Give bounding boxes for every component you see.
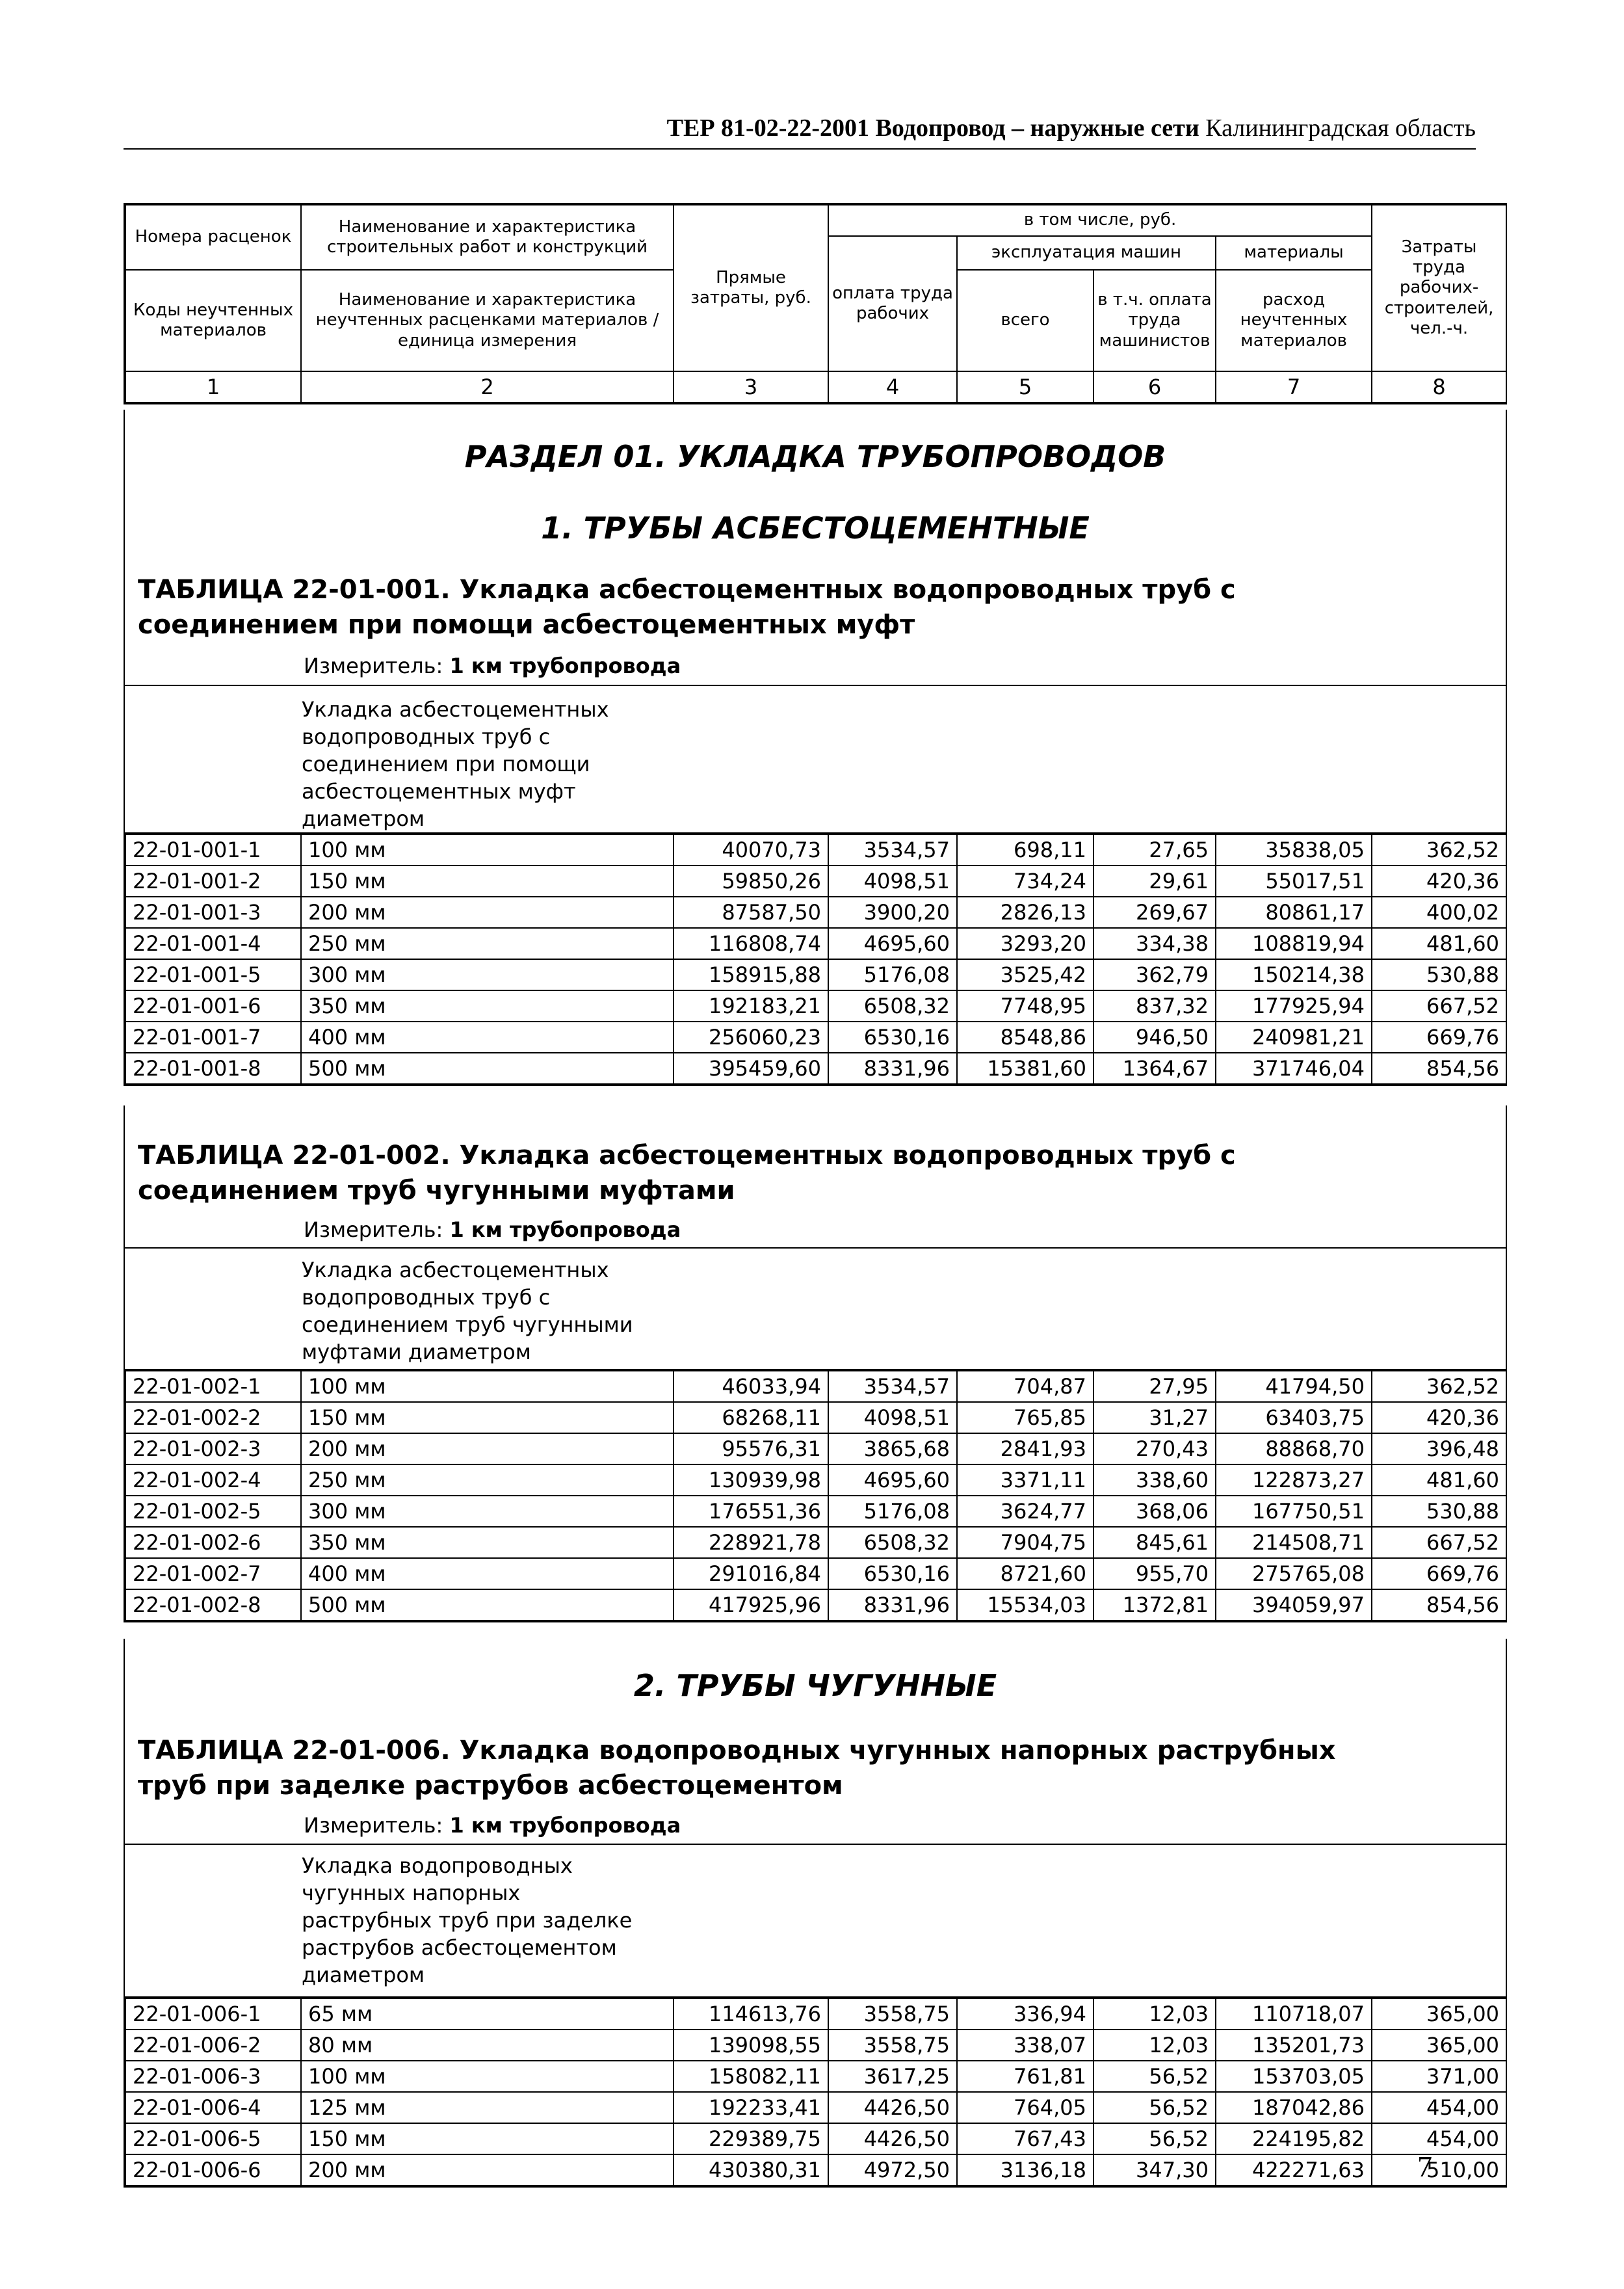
value-cell: 764,05 [957,2092,1094,2123]
col2-top-header: Наименование и характеристика строительных работ и конструкций [301,205,674,270]
value-cell: 4098,51 [828,1402,957,1433]
rate-code-cell: 22-01-002-4 [125,1464,301,1496]
value-cell: 167750,51 [1216,1496,1372,1527]
value-cell: 5176,08 [828,959,957,990]
col-number: 3 [674,371,828,403]
value-cell: 481,60 [1372,1464,1506,1496]
value-cell: 228921,78 [674,1527,828,1558]
table-row [125,1558,1506,1589]
value-cell: 4695,60 [828,928,957,959]
col1-bottom-header: Коды неучтенных материалов [125,270,301,371]
table-row [125,2123,1506,2154]
meter-unit: 1 км трубопровода [449,654,681,678]
table-row [125,1053,1506,1084]
value-cell: 669,76 [1372,1558,1506,1589]
value-cell: 35838,05 [1216,834,1372,866]
value-cell: 362,52 [1372,1371,1506,1402]
value-cell: 40070,73 [674,834,828,866]
value-cell: 420,36 [1372,1402,1506,1433]
value-cell: 88868,70 [1216,1433,1372,1464]
divider [125,1247,1506,1249]
diameter-cell: 400 мм [301,1022,674,1053]
materials-header: материалы [1216,236,1372,270]
value-cell: 27,95 [1094,1371,1216,1402]
value-cell: 8721,60 [957,1558,1094,1589]
value-cell: 3136,18 [957,2154,1094,2186]
table-row [125,2092,1506,2123]
value-cell: 3624,77 [957,1496,1094,1527]
value-cell: 114613,76 [674,1998,828,2030]
diameter-cell: 300 мм [301,1496,674,1527]
rate-code-cell: 22-01-002-2 [125,1402,301,1433]
table-title-line2: соединением труб чугунными муфтами [138,1176,735,1206]
value-cell: 12,03 [1094,1998,1216,2030]
value-cell: 192183,21 [674,990,828,1022]
value-cell: 481,60 [1372,928,1506,959]
value-cell: 669,76 [1372,1022,1506,1053]
col5-header: всего [957,270,1094,371]
value-cell: 422271,63 [1216,2154,1372,2186]
diameter-cell: 80 мм [301,2030,674,2061]
value-cell: 2841,93 [957,1433,1094,1464]
value-cell: 224195,82 [1216,2123,1372,2154]
table-title-line1: ТАБЛИЦА 22-01-001. Укладка асбестоцементных водопроводных труб с [138,575,1236,605]
table-row [125,897,1506,928]
table-title-line1: ТАБЛИЦА 22-01-002. Укладка асбестоцементных водопроводных труб с [138,1141,1236,1171]
value-cell: 4426,50 [828,2123,957,2154]
value-cell: 334,38 [1094,928,1216,959]
table-002-block [124,1105,1507,1385]
divider [125,1844,1506,1845]
diameter-cell: 350 мм [301,990,674,1022]
col3-header: Прямые затраты, руб. [674,205,828,371]
value-cell: 946,50 [1094,1022,1216,1053]
header-rule [124,148,1476,150]
value-cell: 269,67 [1094,897,1216,928]
diameter-cell: 250 мм [301,1464,674,1496]
value-cell: 7748,95 [957,990,1094,1022]
header-code: ТЕР 81-02-22-2001 [666,114,870,142]
value-cell: 530,88 [1372,1496,1506,1527]
value-cell: 3865,68 [828,1433,957,1464]
col-number: 6 [1094,371,1216,403]
value-cell: 46033,94 [674,1371,828,1402]
value-cell: 55017,51 [1216,866,1372,897]
rate-code-cell: 22-01-001-8 [125,1053,301,1084]
diameter-cell: 125 мм [301,2092,674,2123]
value-cell: 110718,07 [1216,1998,1372,2030]
value-cell: 150214,38 [1216,959,1372,990]
table-row [125,1402,1506,1433]
col-number: 4 [828,371,957,403]
value-cell: 2826,13 [957,897,1094,928]
value-cell: 530,88 [1372,959,1506,990]
col-number: 2 [301,371,674,403]
col7-header: расход неучтенных материалов [1216,270,1372,371]
table-row [125,2154,1506,2186]
value-cell: 158915,88 [674,959,828,990]
diameter-cell: 200 мм [301,2154,674,2186]
value-cell: 122873,27 [1216,1464,1372,1496]
col-number: 5 [957,371,1094,403]
rate-code-cell: 22-01-002-5 [125,1496,301,1527]
col-number: 7 [1216,371,1372,403]
value-cell: 362,79 [1094,959,1216,990]
table-title [138,1733,1490,1803]
table-title [138,572,1490,642]
rate-code-cell: 22-01-002-1 [125,1371,301,1402]
running-header [124,114,1476,142]
rate-code-cell: 22-01-006-3 [125,2061,301,2092]
diameter-cell: 350 мм [301,1527,674,1558]
value-cell: 6530,16 [828,1022,957,1053]
meter-unit: 1 км трубопровода [449,1217,681,1242]
diameter-cell: 200 мм [301,897,674,928]
value-cell: 56,52 [1094,2092,1216,2123]
table-006-block [124,1639,1507,2000]
value-cell: 275765,08 [1216,1558,1372,1589]
col1-top-header: Номера расценок [125,205,301,270]
rate-code-cell: 22-01-006-2 [125,2030,301,2061]
value-cell: 8331,96 [828,1053,957,1084]
col2-bottom-header: Наименование и характеристика неучтенных расценками материалов / единица измерения [301,270,674,371]
table-row [125,990,1506,1022]
value-cell: 395459,60 [674,1053,828,1084]
rate-code-cell: 22-01-001-5 [125,959,301,990]
table-row [125,928,1506,959]
value-cell: 365,00 [1372,2030,1506,2061]
value-cell: 1372,81 [1094,1589,1216,1621]
value-cell: 59850,26 [674,866,828,897]
value-cell: 3534,57 [828,1371,957,1402]
diameter-cell: 400 мм [301,1558,674,1589]
value-cell: 6508,32 [828,1527,957,1558]
value-cell: 158082,11 [674,2061,828,2092]
value-cell: 3293,20 [957,928,1094,959]
value-cell: 153703,05 [1216,2061,1372,2092]
value-cell: 347,30 [1094,2154,1216,2186]
value-cell: 177925,94 [1216,990,1372,1022]
diameter-cell: 500 мм [301,1589,674,1621]
table-row [125,1371,1506,1402]
value-cell: 510,00 [1372,2154,1506,2186]
value-cell: 56,52 [1094,2061,1216,2092]
value-cell: 362,52 [1372,834,1506,866]
rate-code-cell: 22-01-001-1 [125,834,301,866]
value-cell: 56,52 [1094,2123,1216,2154]
value-cell: 368,06 [1094,1496,1216,1527]
meter-label: Измеритель: 1 км трубопровода [304,1813,681,1838]
table-row [125,834,1506,866]
value-cell: 3558,75 [828,1998,957,2030]
section-title: РАЗДЕЛ 01. УКЛАДКА ТРУБОПРОВОДОВ [464,439,1166,474]
table-row [125,2061,1506,2092]
value-cell: 116808,74 [674,928,828,959]
divider [125,685,1506,686]
diameter-cell: 100 мм [301,834,674,866]
value-cell: 176551,36 [674,1496,828,1527]
rate-code-cell: 22-01-006-6 [125,2154,301,2186]
rate-code-cell: 22-01-006-4 [125,2092,301,2123]
value-cell: 5176,08 [828,1496,957,1527]
meter-label: Измеритель: 1 км трубопровода [304,654,681,678]
subsection-title: 2. ТРУБЫ ЧУГУННЫЕ [633,1668,997,1703]
value-cell: 3558,75 [828,2030,957,2061]
table-001-block [124,410,1507,845]
value-cell: 371746,04 [1216,1053,1372,1084]
diameter-cell: 200 мм [301,1433,674,1464]
page-number: 7 [1417,2150,1432,2183]
col-number: 8 [1372,371,1506,403]
diameter-cell: 65 мм [301,1998,674,2030]
table-row [125,959,1506,990]
value-cell: 454,00 [1372,2123,1506,2154]
value-cell: 87587,50 [674,897,828,928]
value-cell: 229389,75 [674,2123,828,2154]
value-cell: 29,61 [1094,866,1216,897]
rate-code-cell: 22-01-001-4 [125,928,301,959]
value-cell: 3617,25 [828,2061,957,2092]
value-cell: 767,43 [957,2123,1094,2154]
diameter-cell: 100 мм [301,2061,674,2092]
diameter-cell: 150 мм [301,866,674,897]
value-cell: 3534,57 [828,834,957,866]
rate-code-cell: 22-01-006-1 [125,1998,301,2030]
value-cell: 7904,75 [957,1527,1094,1558]
meter-unit: 1 км трубопровода [449,1813,681,1838]
diameter-cell: 150 мм [301,1402,674,1433]
value-cell: 240981,21 [1216,1022,1372,1053]
diameter-cell: 300 мм [301,959,674,990]
column-header-table [124,203,1507,404]
value-cell: 4426,50 [828,2092,957,2123]
value-cell: 430380,31 [674,2154,828,2186]
value-cell: 4972,50 [828,2154,957,2186]
value-cell: 130939,98 [674,1464,828,1496]
value-cell: 15381,60 [957,1053,1094,1084]
value-cell: 3371,11 [957,1464,1094,1496]
value-cell: 365,00 [1372,1998,1506,2030]
table-title-line1: ТАБЛИЦА 22-01-006. Укладка водопроводных чугунных напорных раструбных [138,1736,1336,1766]
value-cell: 761,81 [957,2061,1094,2092]
value-cell: 765,85 [957,1402,1094,1433]
value-cell: 31,27 [1094,1402,1216,1433]
diameter-cell: 100 мм [301,1371,674,1402]
value-cell: 192233,41 [674,2092,828,2123]
rate-code-cell: 22-01-002-7 [125,1558,301,1589]
value-cell: 667,52 [1372,990,1506,1022]
table-title [138,1138,1490,1208]
col4-header: оплата труда рабочих [828,236,957,371]
rate-code-cell: 22-01-002-3 [125,1433,301,1464]
rate-code-cell: 22-01-002-6 [125,1527,301,1558]
work-description: Укладка асбестоцементных водопроводных труб с соединением труб чугунными муфтами диаметром [302,1258,633,1364]
value-cell: 837,32 [1094,990,1216,1022]
value-cell: 15534,03 [957,1589,1094,1621]
table-row [125,1589,1506,1621]
table-row [125,1496,1506,1527]
value-cell: 6530,16 [828,1558,957,1589]
value-cell: 135201,73 [1216,2030,1372,2061]
value-cell: 396,48 [1372,1433,1506,1464]
value-cell: 291016,84 [674,1558,828,1589]
value-cell: 854,56 [1372,1589,1506,1621]
value-cell: 270,43 [1094,1433,1216,1464]
machines-header: эксплуатация машин [957,236,1216,270]
value-cell: 394059,97 [1216,1589,1372,1621]
value-cell: 80861,17 [1216,897,1372,928]
work-description: Укладка асбестоцементных водопроводных труб с соединением при помощи асбестоцементных муфт диаметром [302,697,609,831]
diameter-cell: 500 мм [301,1053,674,1084]
value-cell: 214508,71 [1216,1527,1372,1558]
value-cell: 187042,86 [1216,2092,1372,2123]
diameter-cell: 150 мм [301,2123,674,2154]
value-cell: 256060,23 [674,1022,828,1053]
value-cell: 68268,11 [674,1402,828,1433]
table-row [125,1998,1506,2030]
value-cell: 95576,31 [674,1433,828,1464]
table-002-rows [124,1369,1507,1622]
rate-code-cell: 22-01-006-5 [125,2123,301,2154]
value-cell: 704,87 [957,1371,1094,1402]
table-row [125,1527,1506,1558]
including-header: в том числе, руб. [828,205,1372,236]
table-row [125,2030,1506,2061]
diameter-cell: 250 мм [301,928,674,959]
table-row [125,1022,1506,1053]
header-subject: Водопровод – наружные сети [875,114,1199,142]
value-cell: 338,60 [1094,1464,1216,1496]
rate-code-cell: 22-01-001-3 [125,897,301,928]
value-cell: 3525,42 [957,959,1094,990]
table-row [125,1464,1506,1496]
value-cell: 454,00 [1372,2092,1506,2123]
value-cell: 4695,60 [828,1464,957,1496]
meter-label: Измеритель: 1 км трубопровода [304,1217,681,1242]
value-cell: 139098,55 [674,2030,828,2061]
value-cell: 63403,75 [1216,1402,1372,1433]
col-number: 1 [125,371,301,403]
value-cell: 420,36 [1372,866,1506,897]
value-cell: 12,03 [1094,2030,1216,2061]
col8-header: Затраты труда рабочих-строителей, чел.-ч. [1372,205,1506,371]
value-cell: 955,70 [1094,1558,1216,1589]
value-cell: 667,52 [1372,1527,1506,1558]
value-cell: 400,02 [1372,897,1506,928]
value-cell: 27,65 [1094,834,1216,866]
value-cell: 734,24 [957,866,1094,897]
rate-code-cell: 22-01-002-8 [125,1589,301,1621]
value-cell: 1364,67 [1094,1053,1216,1084]
value-cell: 845,61 [1094,1527,1216,1558]
table-006-rows [124,1996,1507,2188]
col6-header: в т.ч. оплата труда машинистов [1094,270,1216,371]
work-description: Укладка водопроводных чугунных напорных раструбных труб при заделке раструбов асбестоцементом диаметром [302,1853,633,1987]
rate-code-cell: 22-01-001-7 [125,1022,301,1053]
value-cell: 41794,50 [1216,1371,1372,1402]
subsection-title: 1. ТРУБЫ АСБЕСТОЦЕМЕНТНЫЕ [541,510,1090,546]
value-cell: 417925,96 [674,1589,828,1621]
value-cell: 6508,32 [828,990,957,1022]
table-row [125,866,1506,897]
table-title-line2: соединением при помощи асбестоцементных муфт [138,610,915,640]
value-cell: 108819,94 [1216,928,1372,959]
value-cell: 336,94 [957,1998,1094,2030]
header-region: Калининградская область [1205,114,1476,142]
value-cell: 338,07 [957,2030,1094,2061]
value-cell: 8548,86 [957,1022,1094,1053]
value-cell: 4098,51 [828,866,957,897]
rate-code-cell: 22-01-001-6 [125,990,301,1022]
value-cell: 698,11 [957,834,1094,866]
table-001-rows [124,832,1507,1086]
value-cell: 8331,96 [828,1589,957,1621]
value-cell: 3900,20 [828,897,957,928]
value-cell: 854,56 [1372,1053,1506,1084]
table-title-line2: труб при заделке раструбов асбестоцементом [138,1771,843,1801]
value-cell: 371,00 [1372,2061,1506,2092]
rate-code-cell: 22-01-001-2 [125,866,301,897]
table-row [125,1433,1506,1464]
